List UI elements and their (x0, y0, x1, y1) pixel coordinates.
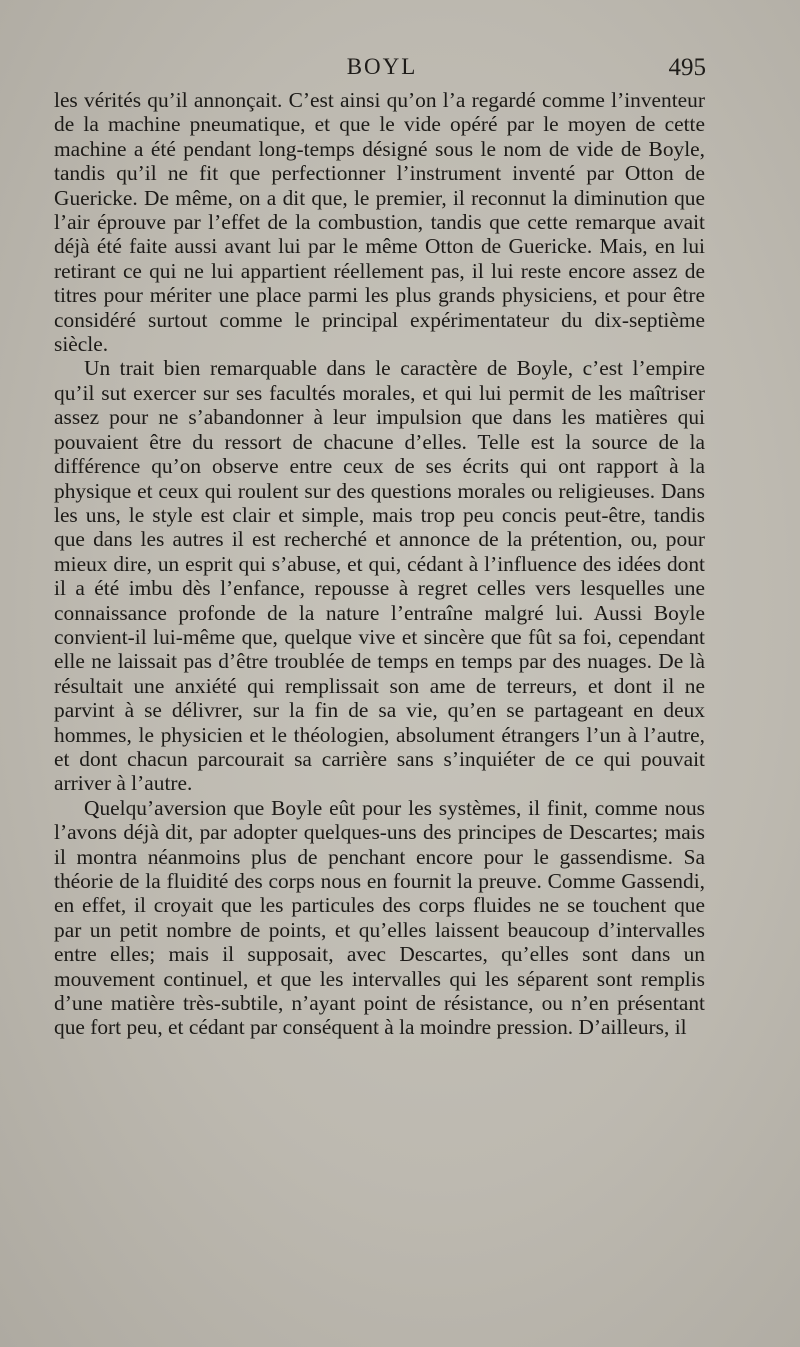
paragraph-1: les vérités qu’il annonçait. C’est ainsi qu’on l’a regardé comme l’inventeur de la machine pneumatique, et que le vide opéré par le moyen de cette machine a été pendant long-temps désigné sous le nom de vide de Boyle, tandis qu’il ne fit que perfectionner l’instrument inventé par Otton de Guericke. De même, on a dit que, le premier, il reconnut la diminution que l’air éprouve par l’effet de la combustion, tandis que cette remarque avait déjà été faite aussi avant lui par le même Otton de Guericke. Mais, en lui retirant ce qui ne lui appartient réellement pas, il lui reste encore assez de titres pour mériter une place parmi les plus grands physiciens, et pour être considéré surtout comme le principal expérimentateur du dix-septième siècle. (54, 88, 705, 357)
page-header (56, 50, 708, 90)
page-number: 495 (668, 54, 706, 81)
body-text (54, 88, 705, 1040)
paragraph-3: Quelqu’aversion que Boyle eût pour les systèmes, il finit, comme nous l’avons déjà dit, par adopter quelques-uns des principes de Descartes; mais il montra néanmoins plus de penchant encore pour le gassendisme. Sa théorie de la fluidité des corps nous en fournit la preuve. Comme Gassendi, en effet, il croyait que les particules des corps fluides ne se touchent que par un petit nombre de points, et qu’elles laissent beaucoup d’intervalles entre elles; mais il supposait, avec Descartes, qu’elles sont dans un mouvement continuel, et que les intervalles qui les séparent sont remplis d’une matière très-subtile, n’ayant point de résistance, ou n’en présentant que fort peu, et cédant par conséquent à la moindre pression. D’ailleurs, il (54, 795, 705, 1040)
paragraph-2: Un trait bien remarquable dans le caractère de Boyle, c’est l’empire qu’il sut exercer sur ses facultés morales, et qui lui permit de les maîtriser assez pour ne s’abandonner à leur impulsion que dans les matières qui pouvaient être du ressort de chacune d’elles. Telle est la source de la différence qu’on observe entre ceux de ses écrits qui ont rapport à la physique et ceux qui roulent sur des questions morales ou religieuses. Dans les uns, le style est clair et simple, mais trop peu concis peut-être, tandis que dans les autres il est recherché et annonce de la prétention, ou, pour mieux dire, un esprit qui s’abuse, et qui, cédant à l’influence des idées dont il a été imbu dès l’enfance, repousse à regret celles vers lesquelles une connaissance profonde de la nature l’entraîne malgré lui. Aussi Boyle convient-il lui-même que, quelque vive et sincère que fût sa foi, cependant elle ne laissait pas d’être troublée de temps en temps par des nuages. De là résultait une anxiété qui remplissait son ame de terreurs, et dont il ne parvint à se délivrer, sur la fin de sa vie, qu’en se partageant en deux hommes, le physicien et le théologien, absolument étrangers l’un à l’autre, et dont chacun parcourait sa carrière sans s’inquiéter de ce qui pouvait arriver à l’autre. (54, 356, 705, 796)
running-head: BOYL (346, 54, 418, 79)
